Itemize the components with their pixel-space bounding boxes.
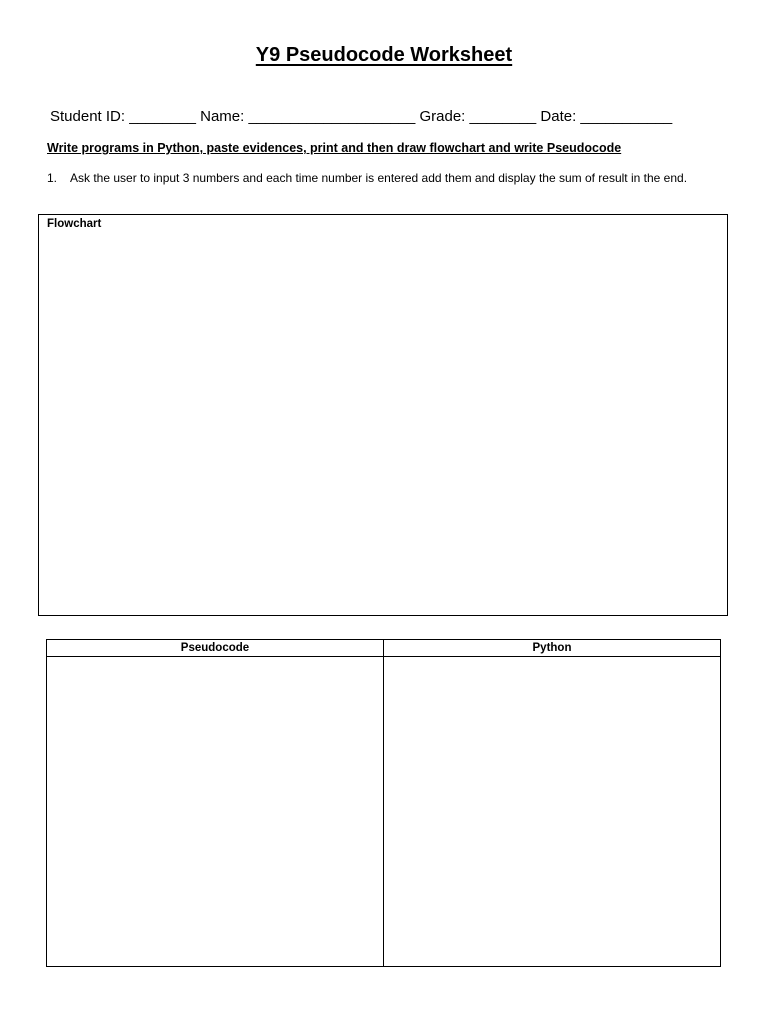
pseudocode-area [47,657,384,967]
page-title [0,44,768,67]
flowchart-label: Flowchart [47,218,102,230]
instruction-text: Write programs in Python, paste evidences, print and then draw flowchart and write Pseudocode [47,141,622,155]
instruction [47,141,621,155]
student-info-line: Student ID: ________ Name: ____________________ Grade: ________ Date: ___________ [50,108,673,125]
question-text: Ask the user to input 3 numbers and each time number is entered add them and display the sum of result in the end. [70,171,688,185]
page-title-text: Y9 Pseudocode Worksheet [255,44,513,66]
code-table-body-row [47,657,721,967]
question-number: 1. [47,171,58,185]
code-table [46,639,721,967]
python-header: Python [384,640,721,657]
code-table-header-row [47,640,721,657]
python-area [384,657,721,967]
pseudocode-header: Pseudocode [47,640,384,657]
flowchart-box [38,214,728,616]
question-1 [47,170,727,186]
